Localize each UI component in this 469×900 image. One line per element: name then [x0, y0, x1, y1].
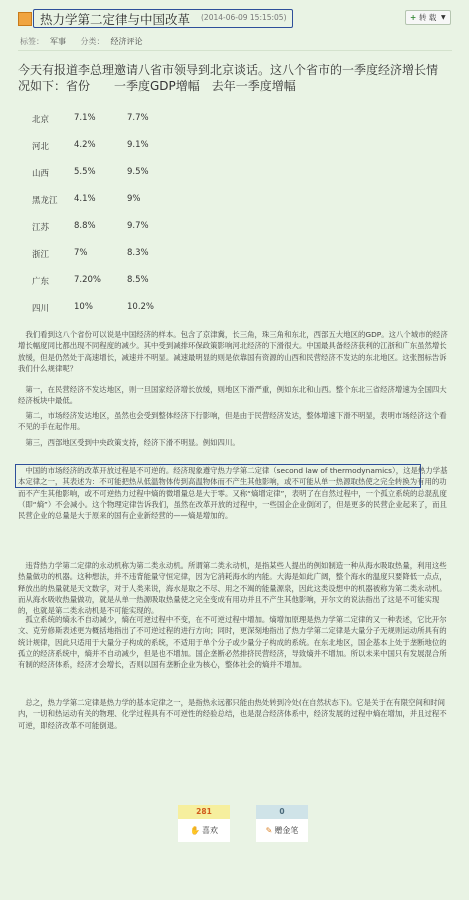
body-paragraph: 中国的市场经济的改革开放过程是不可逆的。经济现象遵守热力学第二定律（second law of thermodynamics），这是热力学基本定律之一，其表述为：不可能把热从低温物体传到高温物体而不产生其他影响，或不可能从单一热源取热使之完全转换为有用的功而不产生其他影响，或不可逆热力过程中熵的微增量总是大于零。又称“熵增定律”，表明了在自然过程中，一个孤立系统的总混乱度（即“熵”）不会减小。这个物理定律告诉我们，虽然在改革开放的过程中，一些国企企业倒闭了，但是更多的民营企业起来了，而且民营企业的总量是大于原来的国有企业新经营的——熵是增加的。 — [18, 466, 448, 521]
table-cell-q1: 4.1% — [74, 194, 96, 204]
table-cell-last: 9.1% — [127, 140, 149, 150]
lead-paragraph: 今天有报道李总理邀请八省市领导到北京谈话。这八个省市的一季度经济增长情况如下：省份 一季度GDP增幅 去年一季度增幅 — [18, 63, 439, 93]
table-cell-province: 广东 — [32, 277, 50, 287]
tag-label: 标签： — [20, 37, 44, 46]
pen-icon: ✎ — [265, 826, 273, 835]
table-cell-q1: 7.1% — [74, 113, 96, 123]
table-cell-province: 四川 — [32, 304, 50, 314]
table-cell-province: 浙江 — [32, 250, 50, 260]
category-label: 分类： — [80, 37, 105, 46]
table-cell-last: 8.3% — [127, 248, 149, 258]
table-cell-province: 河北 — [32, 142, 50, 152]
body-paragraph: 孤立系统的熵永不自动减少，熵在可逆过程中不变，在不可逆过程中增加。熵增加原理是热力学第二定律的又一种表述，它比开尔文、克劳修斯表述更为概括地指出了不可逆过程的进行方向；同时，更深刻地指出了热力学第二定律是大量分子无规则运动所具有的统计规律，因此只适用于大量分子构成的系统，不适用于单个分子或少量分子构成的系统。在东北地区，国企基本上处于垄断地位的孤立的经济系统中，熵并不自动减少，但是也不增加。国企垄断必然排挤民营经济，导致熵并不增加。所以未来中国只有发展混合所有制的经济体系，经济才会增长，否则以国有垄断企业为核心，整体社会的熵并不增加。 — [18, 615, 447, 670]
tip-count: 0 — [256, 805, 308, 819]
table-cell-province: 北京 — [32, 115, 50, 125]
table-cell-last: 10.2% — [127, 302, 155, 312]
article-meta — [20, 36, 149, 47]
table-cell-last: 9% — [127, 194, 141, 204]
table-cell-last: 9.7% — [127, 221, 149, 231]
article-timestamp: (2014-06-09 15:15:05) — [201, 13, 287, 22]
body-paragraph: 违背热力学第二定律的永动机称为第二类永动机。所谓第二类永动机，是指某些人提出的例如制造一种从海水吸取热量，利用这些热量做功的机器。这种想法，并不违背能量守恒定律，因为它消耗海水的内能。大海是如此广阔，整个海水的温度只要降低一点点，释放出的热量就是天文数字，对于人类来说，海水是取之不尽、用之不竭的能量源泉，因此这类设想中的机器被称为第二类永动机。而从海水吸收热量做功，就是从单一热源吸取热量使之完全变成有用功并且不产生其他影响，开尔文的说法指出了这是不可能实现的，也就是第二类永动机是不可能实现的。 — [18, 561, 447, 616]
article-title[interactable]: 热力学第二定律与中国改革 — [40, 12, 191, 27]
like-count: 281 — [178, 805, 230, 819]
like-label: 喜欢 — [201, 826, 218, 835]
table-cell-q1: 10% — [74, 302, 93, 312]
table-cell-q1: 8.8% — [74, 221, 96, 231]
table-cell-q1: 7% — [74, 248, 88, 258]
table-cell-q1: 7.20% — [74, 275, 102, 285]
body-paragraph: 总之，热力学第二定律是热力学的基本定律之一，是指热永远都只能由热处转到冷处(在自然状态下)。它是关于在有限空间和时间内，一切和热运动有关的物理、化学过程具有不可逆性的经验总结，也是混合经济体系中，经济发展的过程中熵在增加，并且过程不可逆，即经济改革不可能倒退。 — [18, 698, 447, 730]
body-paragraph: 第一，在民营经济不发达地区，则一旦国家经济增长放缓，则地区下滑严重，例如东北和山西。整个东北三省经济增速为全国四大经济板块中最低。 — [18, 385, 447, 406]
table-cell-province: 山西 — [32, 169, 50, 179]
plus-icon: + — [410, 13, 417, 22]
table-cell-province: 江苏 — [32, 223, 50, 233]
tip-button[interactable] — [256, 819, 308, 842]
article-header — [18, 9, 458, 29]
tag-link[interactable]: 军事 — [50, 37, 66, 46]
table-cell-last: 9.5% — [127, 167, 149, 177]
hand-icon: ✋ — [190, 826, 200, 835]
body-paragraph: 我们看到这八个省份可以说是中国经济的样本。包含了京津冀，长三角，珠三角和东北，西部五大地区的GDP。这八个城市的经济增长幅度同比都出现不同程度的减少。其中受到减排环保政策影响河北经济的下滑很大。中国最具备经济获利的江浙和广东虽然增长放缓，但是仍然处于高速增长，减速并不明显。减速最明显的则是依靠国有资源的山西和民营经济不发达的东北地区。这张图标告诉我们什么规律呢？ — [18, 330, 448, 373]
table-cell-last: 7.7% — [127, 113, 149, 123]
tip-box[interactable] — [256, 805, 308, 842]
repost-button[interactable] — [405, 10, 451, 25]
repost-label: 转 载 — [419, 13, 437, 22]
body-paragraph: 第二，市场经济发达地区，虽然也会受到整体经济下行影响，但是由于民营经济发达，整体增速下滑不明显，表明市场经济这个看不见的手在起作用。 — [18, 411, 447, 432]
table-cell-q1: 5.5% — [74, 167, 96, 177]
table-cell-q1: 4.2% — [74, 140, 96, 150]
table-cell-last: 8.5% — [127, 275, 149, 285]
like-button[interactable] — [178, 819, 230, 842]
table-cell-province: 黑龙江 — [32, 196, 58, 206]
tip-label: 赠金笔 — [274, 826, 299, 835]
like-box[interactable] — [178, 805, 230, 842]
body-paragraph: 第三，西部地区受到中央政策支持，经济下滑不明显。例如四川。 — [18, 438, 240, 447]
category-link[interactable]: 经济评论 — [110, 37, 143, 46]
article-type-icon — [18, 12, 32, 26]
dropdown-arrow-icon: ▼ — [441, 14, 446, 21]
header-divider — [18, 50, 452, 51]
